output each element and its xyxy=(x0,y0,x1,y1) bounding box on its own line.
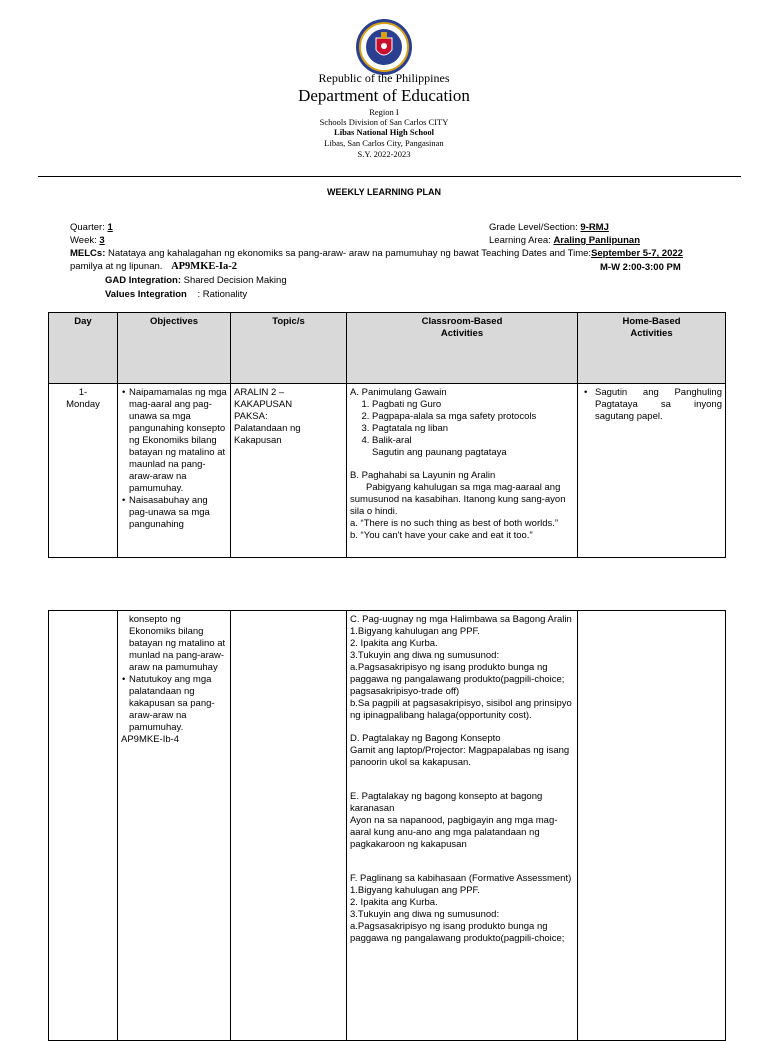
section-title: C. Pag-uugnay ng mga Halimbawa sa Bagong Aralin xyxy=(350,614,572,625)
melcs-line-2 xyxy=(70,261,237,272)
section-title: A. Panimulang Gawain xyxy=(350,387,447,398)
division-text: Schools Division of San Carlos CITY xyxy=(319,117,449,127)
topic-line: PAKSA: xyxy=(234,411,268,422)
area-label: Learning Area: xyxy=(489,235,551,246)
section-title: B. Paghahabi sa Layunin ng Aralin xyxy=(350,470,496,481)
paragraph: Pabigyang kahulugan sa mga mag-aaraal ang sumusunod na kasabihan. Itanong kung sang-ayon sila o hindi. xyxy=(350,482,566,517)
melcs-text: Natataya ang kahalagahan ng ekonomiks sa pang-araw- araw na pamumuhay ng bawat xyxy=(108,248,479,259)
classroom-cell xyxy=(347,611,578,1041)
line: 3.Tukuyin ang diwa ng sumusunod: xyxy=(350,650,500,661)
week-label: Week: xyxy=(70,235,97,246)
gad-value: Shared Decision Making xyxy=(183,275,287,286)
line: 2. Ipakita ang Kurba. xyxy=(350,638,438,649)
section-title: E. Pagtalakay ng bagong konsepto at bagong karanasan xyxy=(350,791,543,814)
header-classroom: Classroom-Based Activities xyxy=(347,313,578,384)
table-header-row xyxy=(49,313,726,384)
topic-line: ARALIN 2 – xyxy=(234,387,285,398)
page-title: WEEKLY LEARNING PLAN xyxy=(326,187,441,197)
grade-label: Grade Level/Section: xyxy=(489,222,578,233)
list-item: • Natutukoy ang mga palatandaan ng kakapusan sa pang-araw-araw na pamumuhay. xyxy=(122,674,215,733)
topic-line: Palatandaan ng Kakapusan xyxy=(234,423,301,446)
home-cell xyxy=(578,384,726,558)
topic-line: KAKAPUSAN xyxy=(234,399,293,410)
teaching-time: M-W 2:00-3:00 PM xyxy=(600,262,681,273)
plan-table-1 xyxy=(48,312,726,558)
department-name: Department of Education xyxy=(298,86,470,105)
teaching-dates: September 5-7, 2022 xyxy=(591,248,683,259)
quote-line: a. “There is no such thing as best of both worlds.” xyxy=(350,518,559,529)
republic-text: Republic of the Philippines xyxy=(318,71,450,85)
line: 1.Bigyang kahulugan ang PPF. xyxy=(350,626,480,637)
day-cell: 1- Monday xyxy=(49,384,118,558)
grade-value: 9-RMJ xyxy=(580,222,609,233)
objectives-cell xyxy=(118,384,231,558)
melcs-code: AP9MKE-Ia-2 xyxy=(171,261,237,272)
values-value: : Rationality xyxy=(197,289,248,300)
topic-cell xyxy=(231,384,347,558)
header-divider xyxy=(38,176,741,177)
list-item: 1. Pagbati ng Guro xyxy=(372,399,574,411)
list-item: 4. Balik-aral xyxy=(372,435,574,447)
gad-label: GAD Integration: xyxy=(105,275,181,286)
school-address: Libas, San Carlos City, Pangasinan xyxy=(324,138,444,148)
quote-line: b. “You can't have your cake and eat it too.” xyxy=(350,530,533,541)
paragraph: Ayon na sa napanood, pagbigayin ang mga mag-aaral kung anu-ano ang mga palatandaan ng pagkakaroon ng kakapusan xyxy=(350,815,558,850)
list-item: • Naisasabuhay ang pag-unawa sa mga pangunahing xyxy=(122,495,210,530)
teaching-label: Teaching Dates and Time: xyxy=(481,248,592,259)
note-text: Sagutin ang paunang pagtataya xyxy=(372,447,507,458)
list-item: • Sagutin ang Panghuling Pagtataya sa inyong sagutang papel. xyxy=(584,387,722,422)
line: b.Sa pagpili at pagsasakripisyo, sisibol ang prinsipyo ng ipinagpalibang halaga(opportunity cost). xyxy=(350,698,572,721)
school-name: Libas National High School xyxy=(334,127,434,137)
area-line xyxy=(489,235,640,246)
line: 3.Tukuyin ang diwa ng sumusunod: xyxy=(350,909,500,920)
melcs-text-2: pamilya at ng lipunan. xyxy=(70,261,163,272)
quarter-value: 1 xyxy=(107,222,113,233)
grade-line xyxy=(489,222,609,233)
line: a.Pagsasakripisyo ng isang produkto bunga ng paggawa ng pangalawang produkto(pagpili-choice; xyxy=(350,921,565,944)
week-value: 3 xyxy=(99,235,105,246)
header-day: Day xyxy=(49,313,118,384)
values-label: Values Integration xyxy=(105,289,187,300)
paragraph: Gamit ang laptop/Projector: Magpapalabas ng isang panoorin ukol sa kakapusan. xyxy=(350,745,570,768)
quarter-label: Quarter: xyxy=(70,222,105,233)
home-cell xyxy=(578,611,726,1041)
list-item: 2. Pagpapa-alala sa mga safety protocols xyxy=(372,411,574,423)
day-cell xyxy=(49,611,118,1041)
section-title: D. Pagtalakay ng Bagong Konsepto xyxy=(350,733,501,744)
region-text: Region I xyxy=(369,107,399,117)
melcs-line xyxy=(70,248,683,259)
area-value: Araling Panlipunan xyxy=(553,235,640,246)
melcs-label: MELCs: xyxy=(70,248,106,259)
plan-table-2 xyxy=(48,610,726,1041)
line: 2. Ipakita ang Kurba. xyxy=(350,897,438,908)
line: a.Pagsasakripisyo ng isang produkto bunga ng paggawa ng pangalawang produkto(pagpili-choice; pagsasakripisyo-trade off) xyxy=(350,662,565,697)
classroom-cell xyxy=(347,384,578,558)
list-item: 3. Pagtatala ng liban xyxy=(372,423,574,435)
topic-cell xyxy=(231,611,347,1041)
table-row xyxy=(49,611,726,1041)
week-line xyxy=(70,235,105,246)
objectives-cell xyxy=(118,611,231,1041)
deped-seal xyxy=(355,18,413,76)
header-objectives: Objectives xyxy=(118,313,231,384)
gad-line xyxy=(105,275,287,286)
header-home: Home-Based Activities xyxy=(578,313,726,384)
objective-code: AP9MKE-Ib-4 xyxy=(121,734,180,745)
quarter-line xyxy=(70,222,113,233)
header-topics: Topic/s xyxy=(231,313,347,384)
table-row xyxy=(49,384,726,558)
values-line xyxy=(105,289,247,300)
list-item: • Naipamamalas ng mga mag-aaral ang pag-unawa sa mga pangunahing konsepto ng Ekonomiks bilang batayan ng matalino at maunlad na pang-araw-araw na pamumuhay. xyxy=(122,387,227,494)
section-title: F. Paglinang sa kabihasaan (Formative Assessment) xyxy=(350,873,572,884)
line: 1.Bigyang kahulugan ang PPF. xyxy=(350,885,480,896)
list-item: konsepto ng Ekonomiks bilang batayan ng matalino at munlad na pang-araw-araw na pamumuhay xyxy=(129,614,226,673)
school-year: S.Y. 2022-2023 xyxy=(357,149,411,159)
